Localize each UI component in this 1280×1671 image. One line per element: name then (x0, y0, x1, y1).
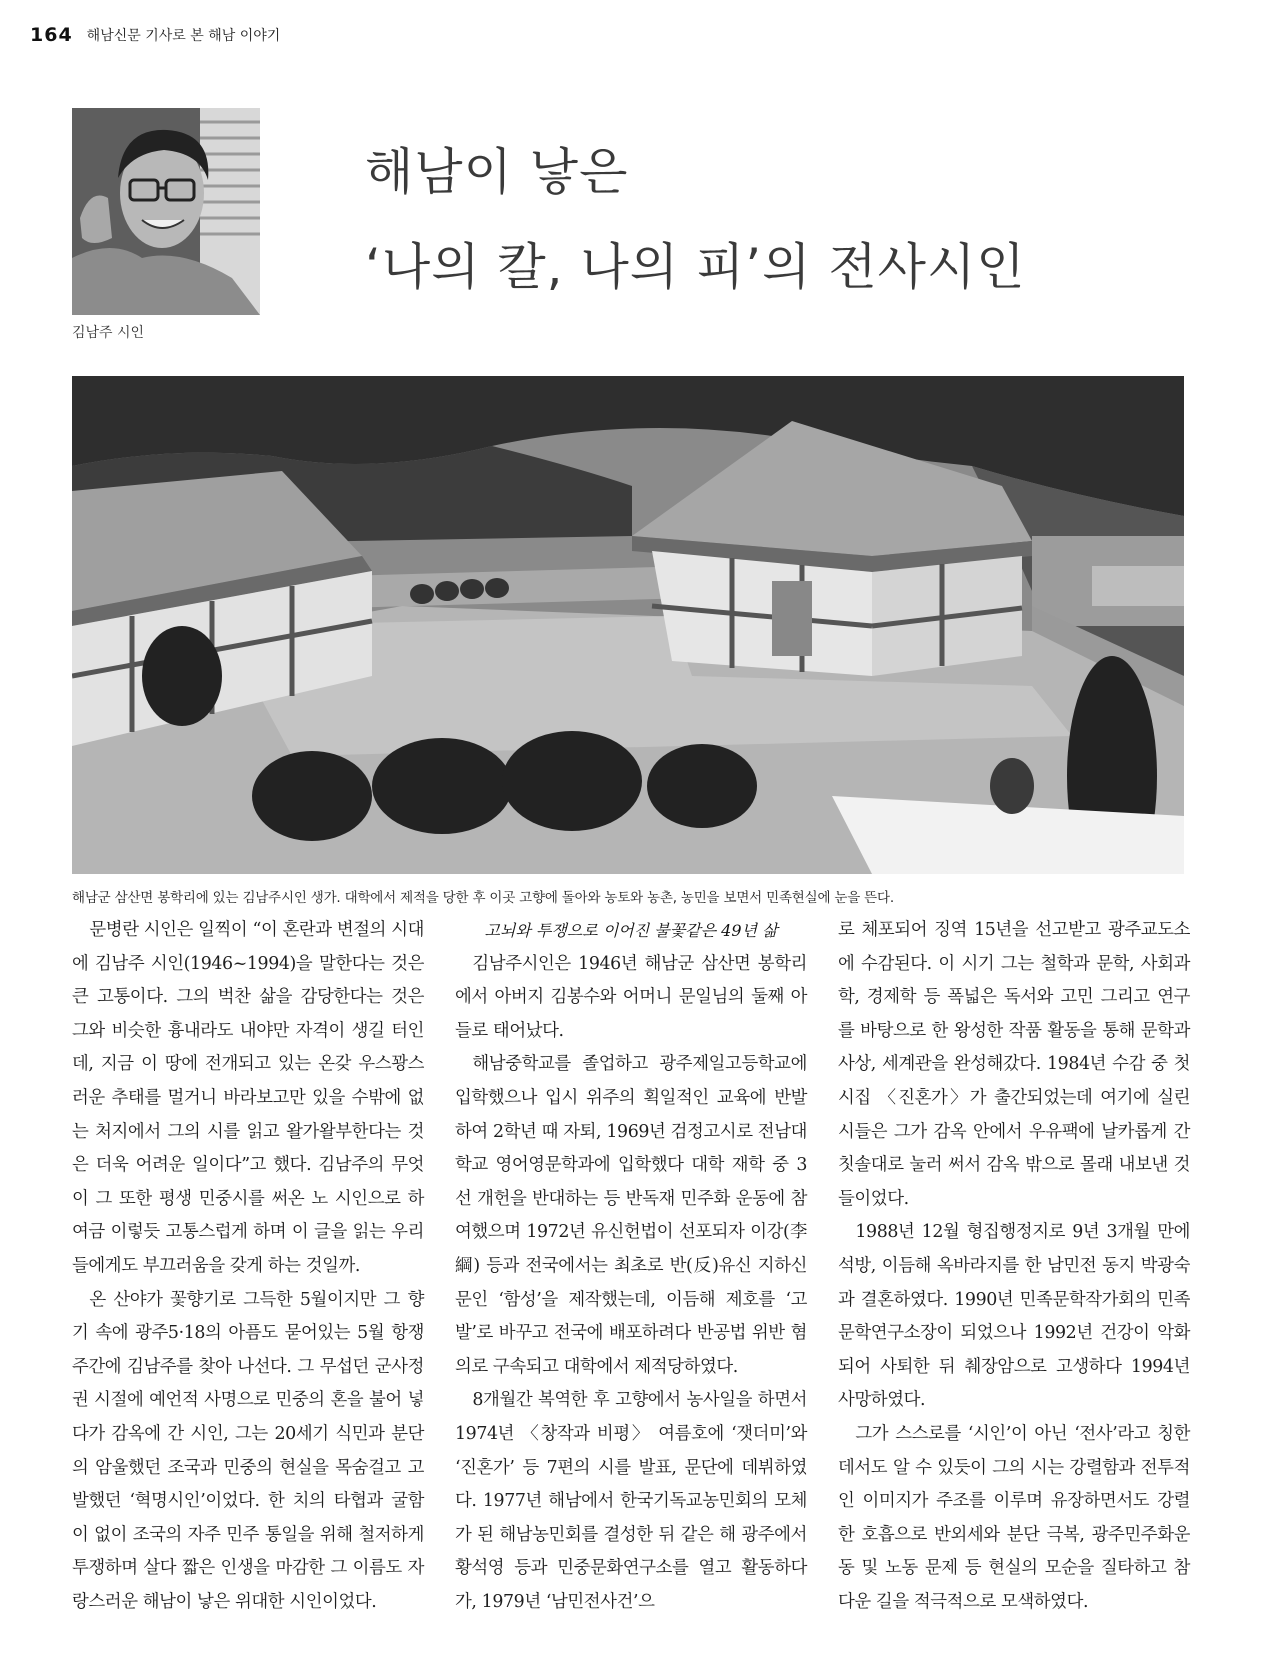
article-subheading: 고뇌와 투쟁으로 이어진 불꽃같은 49년 삶 (484, 921, 778, 940)
photo-caption: 해남군 삼산면 봉학리에 있는 김남주시인 생가. 대학에서 제적을 당한 후 이곳 고향에 돌아와 농토와 농촌, 농민을 보면서 민족현실에 눈을 뜬다. (72, 890, 894, 906)
article-title (365, 125, 1026, 315)
poet-portrait-photo (72, 108, 260, 315)
column-1-paragraph: 문병란 시인은 일찍이 “이 혼란과 변절의 시대에 김남주 시인(1946~1994)을 말한다는 것은 큰 고통이다. 그의 벅찬 삶을 감당한다는 것은 그와 비슷한 흉내라도 내야만 자격이 생길 터인데, 지금 이 땅에 전개되고 있는 온갖 우스꽝스러운 추태를 멀거니 바라보고만 있을 수밖에 없는 처지에서 그의 시를 읽고 왈가왈부한다는 것은 더욱 어려운 일이다”고 했다. 김남주의 무엇이 그 또한 평생 민중시를 써온 노 시인으로 하여금 이렇듯 고통스럽게 하며 이 글을 읽는 우리들에게도 부끄러움을 갖게 하는 것일까. (72, 920, 424, 1276)
column-3-paragraph: 1988년 12월 형집행정지로 9년 3개월 만에 석방, 이듬해 옥바라지를 한 남민전 동지 박광숙과 결혼하였다. 1990년 민족문학작가회의 민족문학연구소장이 되었으나 1992년 건강이 악화되어 사퇴한 뒤 췌장암으로 고생하다 1994년 사망하였다. (838, 1222, 1190, 1411)
running-title: 해남신문 기사로 본 해남 이야기 (86, 28, 281, 44)
birthplace-illustration (72, 376, 1184, 874)
article-column-1 (72, 914, 424, 1619)
column-2-paragraph: 해남중학교를 졸업하고 광주제일고등학교에 입학했으나 입시 위주의 획일적인 교육에 반발하여 2학년 때 자퇴, 1969년 검정고시로 전남대학교 영어영문학과에 입학했다 대학 재학 중 3선 개헌을 반대하는 등 반독재 민주화 운동에 참여했으며 1972년 유신헌법이 선포되자 이강(李綱) 등과 전국에서는 최초로 반(反)유신 지하신문인 ‘함성’을 제작했는데, 이듬해 제호를 ‘고발’로 바꾸고 전국에 배포하려다 반공법 위반 혐의로 구속되고 대학에서 제적당하였다. (455, 1054, 807, 1377)
column-3-paragraph: 로 체포되어 징역 15년을 선고받고 광주교도소에 수감된다. 이 시기 그는 철학과 문학, 사회과학, 경제학 등 폭넓은 독서와 고민 그리고 연구를 바탕으로 한 왕성한 작품 활동을 통해 문학과 사상, 세계관을 완성해갔다. 1984년 수감 중 첫 시집 〈진혼가〉가 출간되었는데 여기에 실린 시들은 그가 감옥 안에서 우유팩에 날카롭게 간 칫솔대로 눌러 써서 감옥 밖으로 몰래 내보낸 것들이었다. (838, 920, 1190, 1209)
page-number: 164 (30, 24, 73, 46)
portrait-illustration (72, 108, 260, 315)
portrait-caption: 김남주 시인 (72, 325, 145, 341)
column-1-paragraph: 온 산야가 꽃향기로 그득한 5월이지만 그 향기 속에 광주5·18의 아픔도 묻어있는 5월 항쟁 주간에 김남주를 찾아 나선다. 그 무섭던 군사정권 시절에 예언적 사명으로 민중의 혼을 불어 넣다가 감옥에 간 시인, 그는 20세기 식민과 분단의 암울했던 조국과 민중의 현실을 목숨걸고 고발했던 ‘혁명시인’이었다. 한 치의 타협과 굴함이 없이 조국의 자주 민주 통일을 위해 철저하게 투쟁하며 살다 짧은 인생을 마감한 그 이름도 자랑스러운 해남이 낳은 위대한 시인이었다. (72, 1289, 424, 1612)
title-line-1: 해남이 낳은 (365, 143, 629, 201)
column-2-paragraph: 8개월간 복역한 후 고향에서 농사일을 하면서 1974년 〈창작과 비평〉 여름호에 ‘잿더미’와 ‘진혼가’ 등 7편의 시를 발표, 문단에 데뷔하였다. 1977년 해남에서 한국기독교농민회의 모체가 된 해남농민회를 결성한 뒤 같은 해 광주에서 황석영 등과 민중문화연구소를 열고 활동하다가, 1979년 ‘남민전사건’으 (455, 1390, 807, 1612)
column-3-paragraph: 그가 스스로를 ‘시인’이 아닌 ‘전사’라고 칭한 데서도 알 수 있듯이 그의 시는 강렬함과 전투적인 이미지가 주조를 이루며 유장하면서도 강렬한 호흡으로 반외세와 분단 극복, 광주민주화운동 및 노동 문제 등 현실의 모순을 질타하고 참다운 길을 적극적으로 모색하였다. (838, 1423, 1190, 1612)
article-column-2 (455, 914, 807, 1619)
page-header (30, 22, 280, 48)
birthplace-photo (72, 376, 1184, 874)
title-line-2: ‘나의 칼, 나의 피’의 전사시인 (365, 238, 1026, 296)
column-2-paragraph: 김남주시인은 1946년 해남군 삼산면 봉학리에서 아버지 김봉수와 어머니 문일님의 둘째 아들로 태어났다. (455, 953, 807, 1041)
article-column-3 (838, 914, 1190, 1619)
